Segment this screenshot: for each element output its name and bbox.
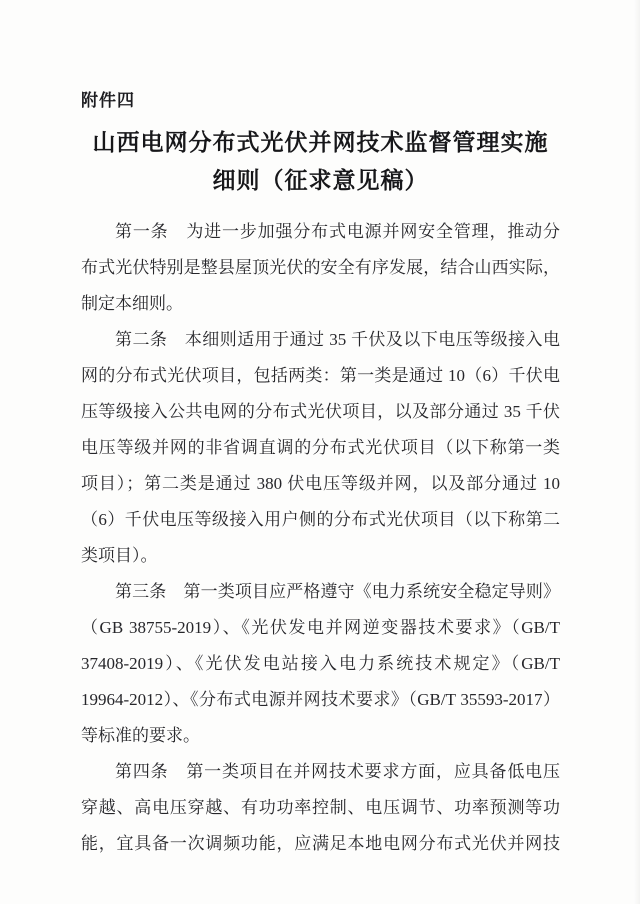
text-line: 37408-2019）、《光伏发电站接入电力系统技术规定》（GB/T [81,654,560,673]
text-line: 等标准的要求。 [81,726,200,745]
text-line: 网的分布式光伏项目，包括两类：第一类是通过 10（6）千伏电 [81,366,560,385]
text-line: 制定本细则。 [81,294,183,313]
text-line: 能，宜具备一次调频功能，应满足本地电网分布式光伏并网技 [81,834,560,853]
text-line: 穿越、高电压穿越、有功功率控制、电压调节、功率预测等功 [81,798,560,817]
text-line: 类项目）。 [81,546,158,565]
text-line: 第二条 本细则适用于通过 35 千伏及以下电压等级接入电 [115,330,560,349]
text-line: （GB 38755-2019）、《光伏发电并网逆变器技术要求》（GB/T [81,618,560,637]
document-title-line-1: 山西电网分布式光伏并网技术监督管理实施 [92,130,549,155]
text-line: 布式光伏特别是整县屋顶光伏的安全有序发展，结合山西实际， [81,258,560,277]
text-line: 第一条 为进一步加强分布式电源并网安全管理，推动分 [115,222,560,241]
document-title-line-2: 细则（征求意见稿） [212,168,429,193]
text-line: 第三条 第一类项目应严格遵守《电力系统安全稳定导则》 [115,582,560,601]
text-line: 项目）；第二类是通过 380 伏电压等级并网，以及部分通过 10 [81,474,560,493]
document-body [81,214,560,862]
text-line: 电压等级并网的非省调直调的分布式光伏项目（以下称第一类 [81,438,560,457]
scan-edge-shade [634,0,640,904]
document-content [81,90,560,862]
article-4 [81,754,560,862]
document-title [81,124,560,200]
text-line: 第四条 第一类项目在并网技术要求方面，应具备低电压 [115,762,560,781]
text-line: 19964-2012）、《分布式电源并网技术要求》（GB/T 35593-2017） [81,690,560,709]
article-3 [81,574,560,754]
article-1 [81,214,560,322]
article-2 [81,322,560,574]
attachment-label: 附件四 [81,91,135,110]
text-line: 压等级接入公共电网的分布式光伏项目，以及部分通过 35 千伏 [81,402,560,421]
text-line: （6）千伏电压等级接入用户侧的分布式光伏项目（以下称第二 [81,510,560,529]
